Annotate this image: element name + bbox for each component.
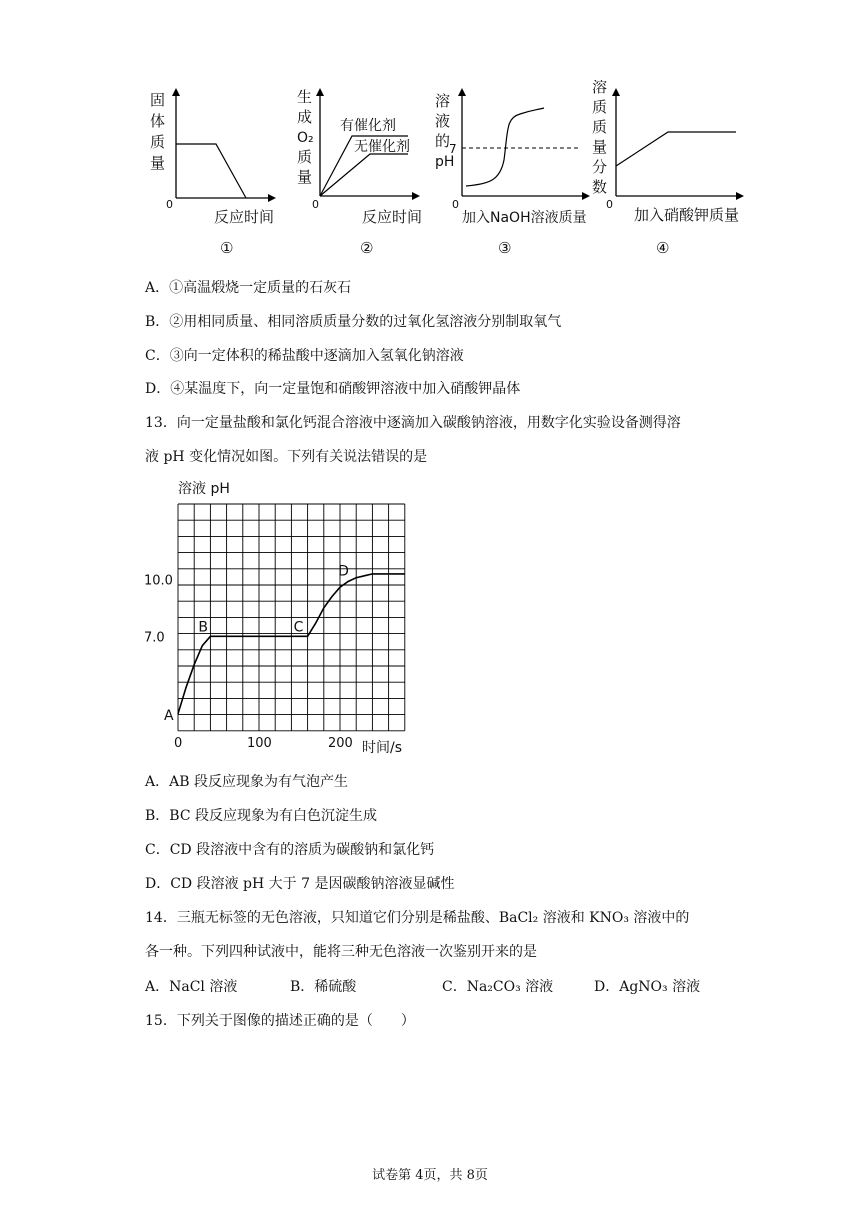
graph4-ylabel-1: 质 (592, 98, 608, 116)
q12-option-a: A．①高温煅烧一定质量的石灰石 (145, 280, 352, 296)
graph4-ylabel-0: 溶 (592, 80, 608, 96)
x-tick-label: 100 (247, 735, 272, 751)
graph1-ylabel-2: 质 (150, 133, 166, 151)
graph4-ylabel-5: 数 (592, 178, 608, 196)
q13-option-d: D．CD 段溶液 pH 大于 7 是因碳酸钠溶液显碱性 (145, 876, 455, 892)
graph3-ylabel-3: pH (435, 154, 455, 170)
q14-option-a: A．NaCl 溶液 (145, 979, 238, 995)
point-label-c: C (293, 619, 304, 636)
graph4-ylabel-4: 分 (592, 158, 608, 176)
graph3-ylabel-2: 的 (435, 132, 451, 150)
q12-option-c: C．③向一定体积的稀盐酸中逐滴加入氢氧化钠溶液 (145, 348, 464, 364)
q14-stem-line2: 各一种。下列四种试液中，能将三种无色溶液一次鉴别开来的是 (145, 944, 537, 960)
ph-chart (140, 474, 430, 764)
chart-xlabel: 时间/s (362, 740, 403, 756)
graph3-number: ③ (498, 239, 512, 257)
q14-option-d: D．AgNO₃ 溶液 (594, 979, 701, 995)
q14-option-b: B．稀硫酸 (290, 979, 357, 995)
graph4-origin: 0 (606, 198, 613, 211)
q13-stem-line2: 液 pH 变化情况如图。下列有关说法错误的是 (145, 449, 428, 465)
x-tick-label: 0 (174, 735, 183, 751)
page-footer: 试卷第 4页，共 8页 (372, 1168, 488, 1183)
y-tick-label: 10.0 (144, 573, 173, 589)
graph2-ylabel-1: 成 (297, 108, 313, 126)
q12-option-d: D．④某温度下，向一定量饱和硝酸钾溶液中加入硝酸钾晶体 (145, 381, 521, 397)
graph4-number: ④ (656, 239, 670, 257)
chart-grid (178, 504, 405, 731)
point-label-b: B (198, 619, 209, 636)
point-label-a: A (164, 707, 174, 724)
graph3-ylabel-0: 溶 (435, 92, 451, 110)
top-graphs (140, 80, 760, 260)
q13-option-c: C．CD 段溶液中含有的溶质为碳酸钠和氯化钙 (145, 842, 435, 858)
graph2-ylabel-4: 量 (297, 168, 313, 186)
graph2-ylabel-2: O₂ (297, 130, 314, 146)
graph-4 (592, 80, 744, 257)
graph2-number: ② (360, 239, 374, 257)
graph-1 (150, 88, 276, 257)
graph3-origin: 0 (452, 198, 459, 211)
graph3-ytick-7: 7 (449, 142, 457, 156)
y-tick-label: 7.0 (144, 630, 165, 646)
graph2-origin: 0 (312, 198, 319, 211)
q14-option-c: C．Na₂CO₃ 溶液 (442, 979, 554, 995)
graph1-ylabel-1: 体 (150, 112, 166, 130)
graph2-line-label-1: 有催化剂 (340, 118, 396, 134)
graph4-ylabel-2: 质 (592, 118, 608, 136)
graph1-ylabel-0: 固 (150, 91, 166, 109)
graph2-xlabel: 反应时间 (362, 208, 423, 226)
graph4-xlabel: 加入硝酸钾质量 (634, 206, 740, 224)
graph-2 (297, 88, 422, 257)
q13-stem-line1: 13．向一定量盐酸和氯化钙混合溶液中逐滴加入碳酸钠溶液，用数字化实验设备测得溶 (145, 415, 681, 431)
point-label-d: D (338, 563, 349, 580)
graph2-line-label-2: 无催化剂 (354, 139, 410, 155)
graph2-ylabel-3: 质 (297, 148, 313, 166)
graph1-origin: 0 (166, 198, 173, 211)
q13-option-b: B．BC 段反应现象为有白色沉淀生成 (145, 808, 377, 824)
graph1-ylabel-3: 量 (150, 154, 166, 172)
graph4-ylabel-3: 量 (592, 138, 608, 156)
q13-option-a: A．AB 段反应现象为有气泡产生 (145, 774, 348, 790)
q12-option-b: B．②用相同质量、相同溶质质量分数的过氧化氢溶液分别制取氧气 (145, 314, 562, 330)
chart-title: 溶液 pH (178, 481, 230, 497)
graph3-xlabel: 加入NaOH溶液质量 (462, 210, 587, 226)
graph1-number: ① (220, 239, 234, 257)
q14-stem-line1: 14．三瓶无标签的无色溶液，只知道它们分别是稀盐酸、BaCl₂ 溶液和 KNO₃ 溶液中的 (145, 910, 690, 926)
x-tick-label: 200 (328, 735, 353, 751)
graph1-xlabel: 反应时间 (214, 208, 275, 226)
q15-stem: 15．下列关于图像的描述正确的是（ ） (145, 1013, 415, 1029)
chart-labels (144, 563, 353, 750)
graph3-ylabel-1: 液 (435, 112, 451, 130)
graph2-ylabel-0: 生 (297, 88, 313, 106)
graph-3 (435, 88, 590, 257)
